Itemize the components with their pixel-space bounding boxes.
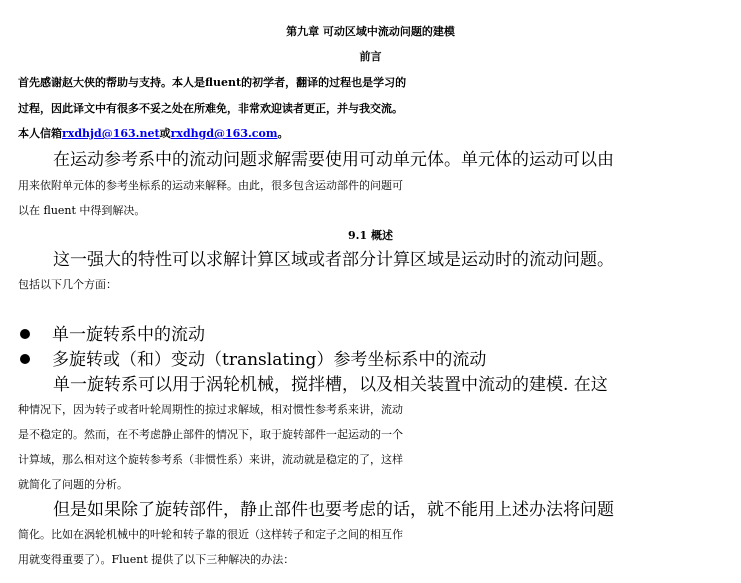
section-heading: 9.1 概述 <box>348 229 393 242</box>
bullet-dot-icon <box>20 354 30 364</box>
static-line-2: 简化。比如在涡轮机械中的叶轮和转子靠的很近（这样转子和定子之间的相互作 <box>18 528 403 541</box>
intro-line-2: 用来依附单元体的参考坐标系的运动来解释。由此，很多包含运动部件的问题可 <box>18 179 403 192</box>
static-line-1: 但是如果除了旋转部件，静止部件也要考虑的话，就不能用上述办法将问题 <box>53 500 614 520</box>
static-line-3: 用就变得重要了）。Fluent 提供了以下三种解决的办法： <box>18 553 295 566</box>
email-link-com[interactable]: rxdhgd@163.com <box>170 127 278 140</box>
bullet-text: 多旋转或（和）变动（translating）参考坐标系中的流动 <box>52 350 487 370</box>
intro-line-3: 以在 fluent 中得到解决。 <box>18 204 146 217</box>
single-line-3: 是不稳定的。然而，在不考虑静止部件的情况下，取于旋转部件一起运动的一个 <box>18 428 403 441</box>
single-line-4: 计算域，那么相对这个旋转参考系（非惯性系）来讲，流动就是稳定的了，这样 <box>18 453 403 466</box>
single-line-2: 种情况下，因为转子或者叶轮周期性的掠过求解域，相对惯性参考系来讲，流动 <box>18 403 403 416</box>
chapter-title: 第九章 可动区域中流动问题的建模 <box>286 25 455 38</box>
preface-mailbox-label: 本人信箱 <box>18 127 62 140</box>
email-link-net[interactable]: rxdhjd@163.net <box>62 127 160 140</box>
single-line-1: 单一旋转系可以用于涡轮机械，搅拌槽，以及相关装置中流动的建模. 在这 <box>53 375 608 395</box>
intro-line-1: 在运动参考系中的流动问题求解需要使用可动单元体。单元体的运动可以由 <box>53 150 614 170</box>
bullet-dot-icon <box>20 329 30 339</box>
bullet-item-1 <box>20 323 205 347</box>
preface-or: 或 <box>159 127 171 140</box>
preface-line-3 <box>18 122 738 146</box>
bullet-item-2 <box>20 348 486 372</box>
preface-heading: 前言 <box>359 50 382 63</box>
single-line-5: 就简化了问题的分析。 <box>18 478 128 491</box>
preface-line-2: 过程，因此译文中有很多不妥之处在所难免，非常欢迎读者更正，并与我交流。 <box>18 102 403 115</box>
preface-line-1: 首先感谢赵大侠的帮助与支持。本人是fluent的初学者，翻译的过程也是学习的 <box>18 76 407 89</box>
bullet-text: 单一旋转系中的流动 <box>52 325 205 345</box>
preface-period: 。 <box>277 127 289 140</box>
overview-line-2: 包括以下几个方面： <box>18 278 117 291</box>
overview-line-1: 这一强大的特性可以求解计算区域或者部分计算区域是运动时的流动问题。 <box>53 250 614 270</box>
